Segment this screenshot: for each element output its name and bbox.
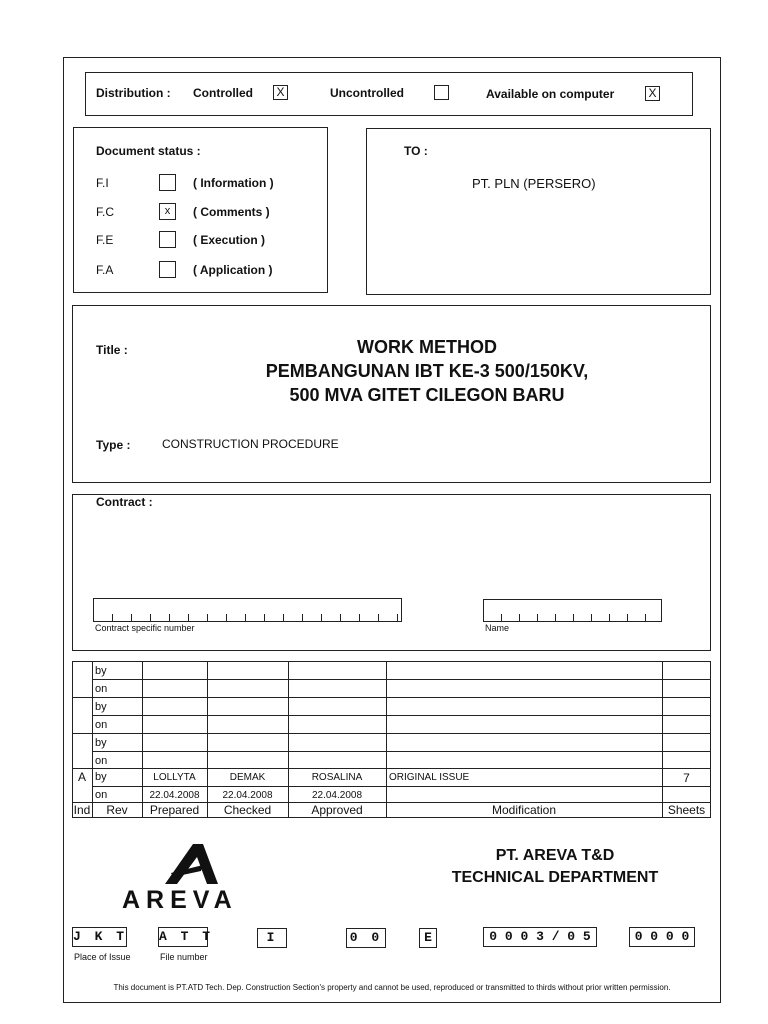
footer-disclaimer: This document is PT.ATD Tech. Dep. Construction Section's property and cannot be used, reproduced or transmitted to thirds without prior written permission. bbox=[113, 983, 671, 992]
contract-number-field[interactable] bbox=[93, 598, 402, 622]
row2-on: on bbox=[95, 719, 108, 731]
to-value: PT. PLN (PERSERO) bbox=[472, 176, 596, 191]
code-box-5: E bbox=[419, 928, 437, 948]
title-line-1: WORK METHOD bbox=[357, 337, 497, 357]
row3-on: on bbox=[95, 755, 108, 767]
row4-by: by bbox=[95, 771, 107, 783]
place-of-issue-code: J K T bbox=[72, 927, 127, 947]
header-ind: Ind bbox=[73, 803, 91, 817]
row3-by: by bbox=[95, 737, 107, 749]
status-desc-fe: ( Execution ) bbox=[193, 233, 266, 247]
document-status-label: Document status : bbox=[96, 144, 201, 158]
row4-prepared-on: 22.04.2008 bbox=[149, 790, 200, 801]
row4-modification: ORIGINAL ISSUE bbox=[389, 772, 470, 783]
code-box-3: I bbox=[257, 928, 287, 948]
title-line-2: PEMBANGUNAN IBT KE-3 500/150KV, bbox=[265, 361, 589, 381]
header-rev: Rev bbox=[106, 803, 128, 817]
place-of-issue-caption: Place of Issue bbox=[74, 952, 131, 962]
header-prepared: Prepared bbox=[149, 803, 200, 817]
controlled-checkbox[interactable]: X bbox=[273, 85, 288, 100]
status-checkbox-fc[interactable]: x bbox=[159, 203, 176, 220]
title-label: Title : bbox=[96, 343, 128, 357]
available-label: Available on computer bbox=[486, 87, 615, 101]
file-number-code: A T T bbox=[158, 927, 208, 947]
status-checkbox-fi[interactable] bbox=[159, 174, 176, 191]
areva-logo-text: AREVA bbox=[122, 886, 238, 914]
status-desc-fi: ( Information ) bbox=[193, 176, 274, 190]
available-checkbox[interactable]: X bbox=[645, 86, 660, 101]
row4-approved-on: 22.04.2008 bbox=[311, 790, 363, 801]
distribution-label: Distribution : bbox=[96, 86, 171, 100]
status-checkbox-fe[interactable] bbox=[159, 231, 176, 248]
company-department: TECHNICAL DEPARTMENT bbox=[451, 869, 659, 886]
areva-logo-icon bbox=[163, 843, 233, 885]
header-sheets: Sheets bbox=[667, 803, 706, 817]
uncontrolled-checkbox[interactable] bbox=[434, 85, 449, 100]
status-code-fc: F.C bbox=[96, 205, 114, 219]
status-code-fa: F.A bbox=[96, 263, 114, 277]
code-box-7: 0 0 0 0 bbox=[629, 927, 695, 947]
row4-on: on bbox=[95, 789, 108, 801]
row1-by: by bbox=[95, 665, 107, 677]
row4-prepared-by: LOLLYTA bbox=[153, 772, 196, 783]
row4-checked-by: DEMAK bbox=[229, 772, 266, 783]
title-line-3: 500 MVA GITET CILEGON BARU bbox=[289, 385, 565, 405]
file-number-caption: File number bbox=[160, 952, 208, 962]
row4-ind: A bbox=[77, 770, 86, 784]
row4-checked-on: 22.04.2008 bbox=[222, 790, 273, 801]
header-modification: Modification bbox=[491, 803, 557, 817]
header-checked: Checked bbox=[223, 803, 272, 817]
type-value: CONSTRUCTION PROCEDURE bbox=[162, 437, 339, 451]
contract-name-caption: Name bbox=[485, 623, 510, 633]
status-desc-fc: ( Comments ) bbox=[193, 205, 270, 219]
status-code-fe: F.E bbox=[96, 233, 114, 247]
row1-on: on bbox=[95, 683, 108, 695]
status-desc-fa: ( Application ) bbox=[193, 263, 273, 277]
row4-approved-by: ROSALINA bbox=[311, 772, 363, 783]
row2-by: by bbox=[95, 701, 107, 713]
row4-sheets: 7 bbox=[683, 771, 690, 785]
contract-number-caption: Contract specific number bbox=[95, 623, 195, 633]
code-box-6: 0 0 0 3 / 0 5 bbox=[483, 927, 597, 947]
controlled-label: Controlled bbox=[193, 86, 253, 100]
status-code-fi: F.I bbox=[96, 176, 109, 190]
contract-name-field[interactable] bbox=[483, 599, 662, 622]
to-label: TO : bbox=[404, 144, 428, 158]
type-label: Type : bbox=[96, 438, 131, 452]
code-box-4: 0 0 bbox=[346, 928, 386, 948]
uncontrolled-label: Uncontrolled bbox=[330, 86, 404, 100]
header-approved: Approved bbox=[311, 803, 363, 817]
contract-label: Contract : bbox=[96, 495, 153, 509]
status-checkbox-fa[interactable] bbox=[159, 261, 176, 278]
company-name: PT. AREVA T&D bbox=[495, 847, 615, 864]
